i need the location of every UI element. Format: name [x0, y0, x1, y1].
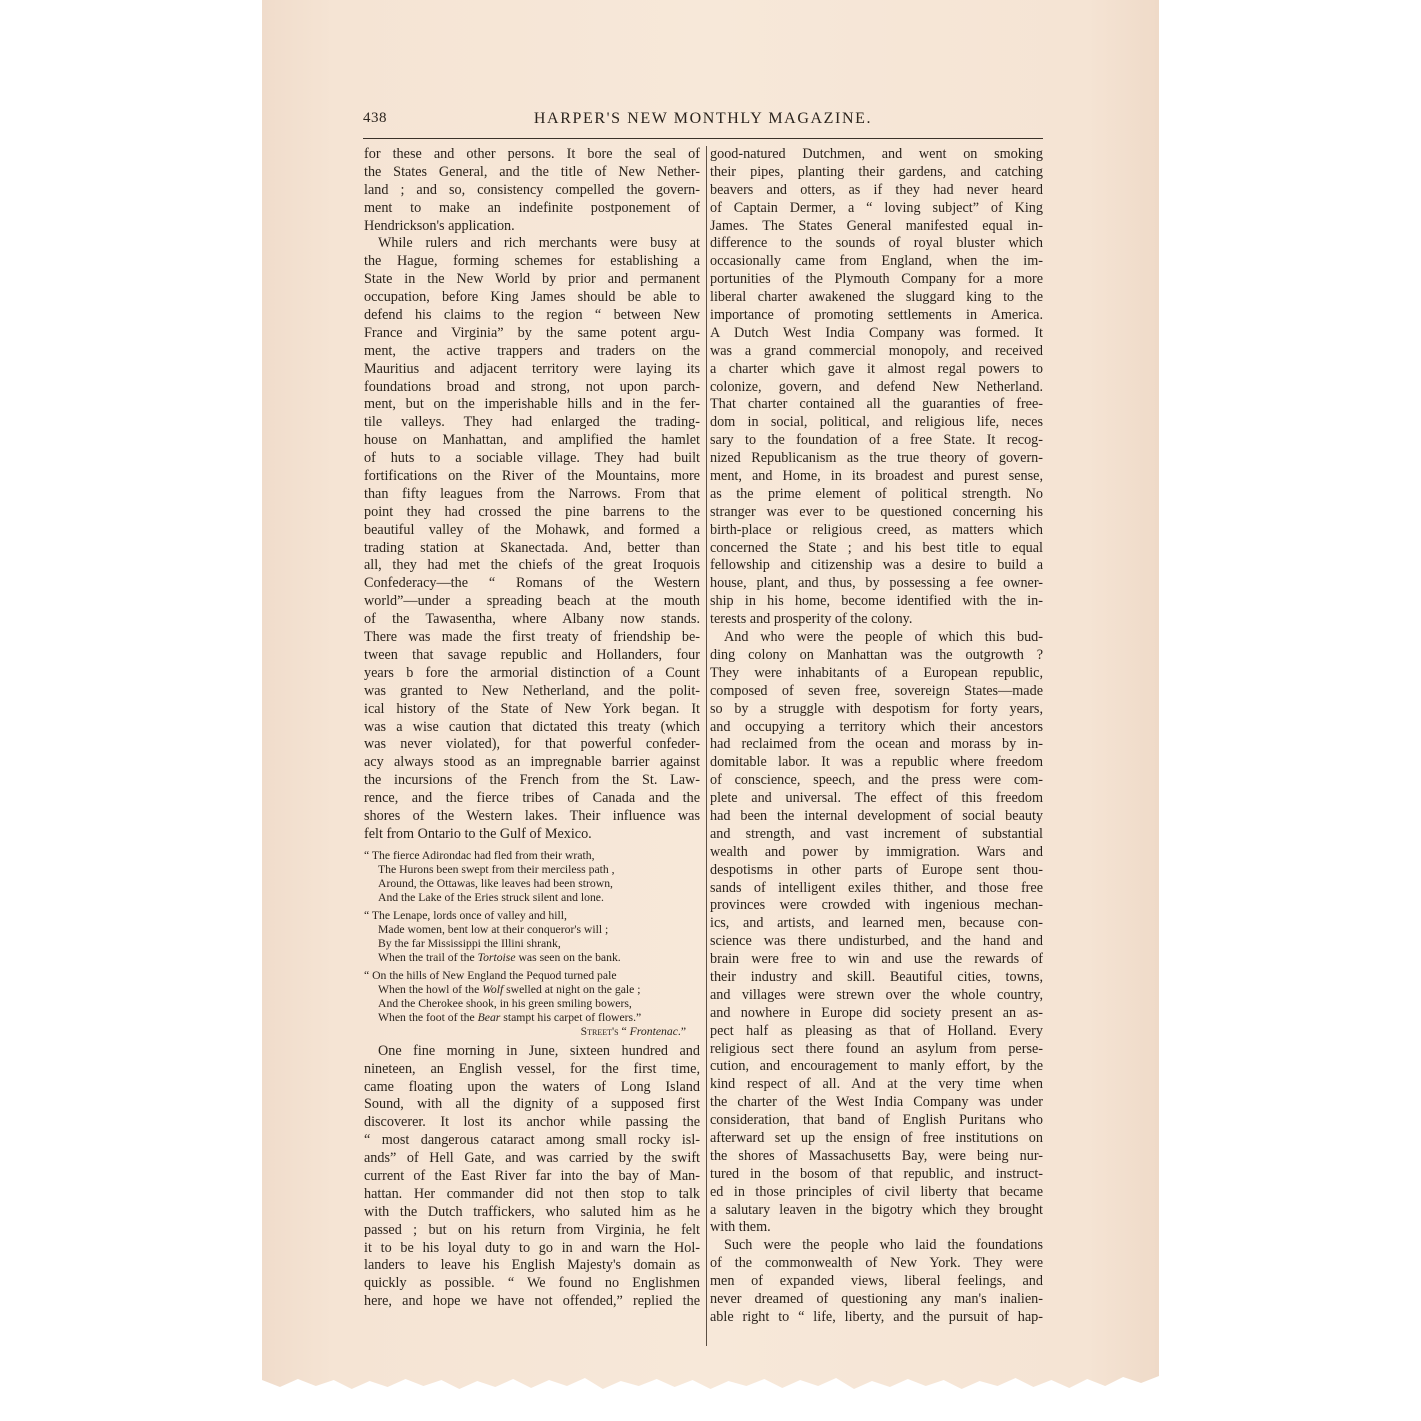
poem-italic-word: Wolf — [482, 982, 504, 996]
text-line: here, and hope we have not offended,” replied the — [364, 1293, 700, 1310]
text-line: the States General, and the title of New Nether- — [364, 163, 700, 180]
text-line: ment, but on the imperishable hills and in the fer- — [364, 396, 700, 413]
text-line: Sound, with all the dignity of a supposed first — [364, 1096, 700, 1113]
left-column — [364, 146, 700, 1311]
poem-line-part: When the foot of the — [378, 1010, 478, 1024]
poem-stanza-1 — [364, 849, 700, 905]
text-line: A Dutch West India Company was formed. It — [710, 324, 1043, 341]
text-line: shores of the Western lakes. Their influence was — [364, 807, 700, 824]
text-line: plete and universal. The effect of this freedom — [710, 790, 1043, 807]
poem-italic-word: Tortoise — [477, 950, 516, 964]
text-line: religious sect there found an asylum from perse- — [710, 1040, 1043, 1057]
text-line: liberal charter awakened the sluggard king to the — [710, 289, 1043, 306]
text-line: ands” of Hell Gate, and was carried by the swift — [364, 1150, 700, 1167]
text-line: the charter of the West India Company was under — [710, 1094, 1043, 1111]
text-line: ed in those principles of civil liberty that became — [710, 1183, 1043, 1200]
text-line: of huts to a sociable village. They had built — [364, 450, 700, 467]
text-line: domitable labor. It was a republic where freedom — [710, 754, 1043, 771]
text-line: world”—under a spreading beach at the mouth — [364, 593, 700, 610]
text-line: ding colony on Manhattan was the outgrowth ? — [710, 646, 1043, 663]
text-line: While rulers and rich merchants were busy at — [378, 235, 700, 252]
poem-line-part: was seen on the bank. — [515, 950, 621, 964]
text-line: importance of promoting settlements in America. — [710, 307, 1043, 324]
header-rule — [363, 138, 1043, 139]
right-column-text — [710, 146, 1043, 1327]
text-line: That charter contained all the guaranties of free- — [710, 396, 1043, 413]
text-line: James. The States General manifested equal in- — [710, 217, 1043, 234]
poem-stanza-2 — [364, 909, 700, 965]
poem-stanza-3 — [364, 969, 700, 1039]
poem-line-part: When the trail of the — [378, 950, 478, 964]
text-line: sary to the foundation of a free State. It recog- — [710, 432, 1043, 449]
text-line: dom in social, political, and religious life, neces — [710, 414, 1043, 431]
attribution-punct: .” — [677, 1024, 686, 1038]
poem-quotation — [364, 849, 700, 1039]
text-line: tween that savage republic and Hollanders, four — [364, 646, 700, 663]
poem-line: And the Lake of the Eries struck silent and lone. — [378, 890, 604, 904]
text-line: was never violated), for that powerful confeder- — [364, 736, 700, 753]
text-line: so by a struggle with despotism for forty years, — [710, 700, 1043, 717]
text-line: ship in his home, become identified with the in- — [710, 593, 1043, 610]
text-line: fortifications on the River of the Mountains, more — [364, 468, 700, 485]
text-line: beautiful valley of the Mohawk, and formed a — [364, 521, 700, 538]
text-line: and nowhere in Europe did society present an as- — [710, 1004, 1043, 1021]
text-line: One fine morning in June, sixteen hundred and — [378, 1042, 700, 1059]
poem-line — [364, 983, 700, 997]
text-line: tile valleys. They had enlarged the trading- — [364, 414, 700, 431]
text-line: of Captain Dermer, a “ loving subject” of King — [710, 199, 1043, 216]
text-line: it to be his loyal duty to go in and warn the Hol- — [364, 1239, 700, 1256]
text-line: discoverer. It lost its anchor while passing the — [364, 1114, 700, 1131]
poem-line: “ The Lenape, lords once of valley and hill, — [364, 908, 567, 922]
text-line: fellowship and citizenship was a desire to build a — [710, 557, 1043, 574]
attribution-title: Frontenac — [629, 1024, 678, 1038]
text-line: than fifty leagues from the Narrows. From that — [364, 485, 700, 502]
text-line: occupation, before King James should be able to — [364, 289, 700, 306]
text-line: terests and prosperity of the colony. — [710, 611, 913, 628]
text-line: ment to make an indefinite postponement of — [364, 199, 700, 216]
text-line: Hendrickson's application. — [364, 217, 515, 234]
left-column-text-after-poem — [364, 1043, 700, 1311]
text-line: provinces were crowded with ingenious mechan- — [710, 897, 1043, 914]
text-line: cution, and encouragement to manly effort, by the — [710, 1058, 1043, 1075]
text-line: There was made the first treaty of friendship be- — [364, 629, 700, 646]
text-line: and occupying a territory which their ancestors — [710, 718, 1043, 735]
text-line: nineteen, an English vessel, for the first time, — [364, 1060, 700, 1077]
text-line: felt from Ontario to the Gulf of Mexico. — [364, 825, 592, 842]
text-line: ics, and artists, and learned men, because con- — [710, 915, 1043, 932]
text-line: despotisms in other parts of Europe sent thou- — [710, 861, 1043, 878]
text-line: They were inhabitants of a European republic, — [710, 664, 1043, 681]
text-line: acy always stood as an impregnable barrier against — [364, 754, 700, 771]
page-header — [363, 110, 1043, 134]
poem-line: The Hurons been swept from their merciless path , — [378, 862, 615, 876]
text-line: point they had crossed the pine barrens to the — [364, 503, 700, 520]
text-line: ment, and Home, in its broadest and purest sense, — [710, 468, 1043, 485]
text-line: a charter which gave it almost regal powers to — [710, 360, 1043, 377]
text-line: had been the internal development of social beauty — [710, 807, 1043, 824]
poem-line-part: When the howl of the — [378, 982, 483, 996]
text-line: men of expanded views, liberal feelings, and — [710, 1273, 1043, 1290]
poem-line-part: stampt his carpet of flowers.” — [500, 1010, 642, 1024]
text-line: trading station at Skanectada. And, better than — [364, 539, 700, 556]
text-line: house on Manhattan, and amplified the hamlet — [364, 432, 700, 449]
page-number: 438 — [363, 110, 387, 126]
text-line: sands of intelligent exiles thither, and those free — [710, 879, 1043, 896]
text-line: was a wise caution that dictated this treaty (which — [364, 718, 700, 735]
text-line: of the Tawasentha, where Albany now stands. — [364, 611, 700, 628]
attribution-author: Street's — [580, 1024, 619, 1038]
text-line: Confederacy—the “ Romans of the Western — [364, 575, 700, 592]
text-line: ical history of the State of New York began. It — [364, 700, 700, 717]
text-line: all, they had met the chiefs of the great Iroquois — [364, 557, 700, 574]
poem-line-part: swelled at night on the gale ; — [503, 982, 641, 996]
text-line: quickly as possible. “ We found no Englishmen — [364, 1275, 700, 1292]
text-line: never dreamed of questioning any man's inalien- — [710, 1291, 1043, 1307]
text-line: of the commonwealth of New York. They were — [710, 1255, 1043, 1272]
poem-line: And the Cherokee shook, in his green smiling bowers, — [378, 996, 632, 1010]
text-line: brain were free to win and use the rewards of — [710, 951, 1043, 968]
text-line: with the Dutch traffickers, who saluted him as he — [364, 1203, 700, 1220]
text-line: stranger was ever to be questioned concerning his — [710, 503, 1043, 520]
poem-line: Made women, bent low at their conqueror's will ; — [378, 922, 609, 936]
poem-line: By the far Mississippi the Illini shrank, — [378, 936, 561, 950]
text-line: and villages were strewn over the whole country, — [710, 986, 1043, 1003]
left-column-text-before-poem — [364, 146, 700, 844]
text-line: portunities of the Plymouth Company for a more — [710, 271, 1043, 288]
text-line: was a grand commercial monopoly, and received — [710, 342, 1043, 359]
text-line: consideration, that band of English Puritans who — [710, 1112, 1043, 1129]
text-line: was granted to New Netherland, and the polit- — [364, 682, 700, 699]
poem-line: Around, the Ottawas, like leaves had been strown, — [378, 876, 613, 890]
text-line: a salutary leaven in the bigotry which they brought — [710, 1201, 1043, 1218]
text-line: had reclaimed from the ocean and morass by in- — [710, 736, 1043, 753]
text-line: of conscience, speech, and the press were com- — [710, 772, 1043, 789]
text-line: the incursions of the French from the St. Law- — [364, 772, 700, 789]
text-line: defend his claims to the region “ between New — [364, 307, 700, 324]
text-line: with them. — [710, 1219, 771, 1236]
text-line: the Hague, forming schemes for establishing a — [364, 253, 700, 270]
poem-line: “ On the hills of New England the Pequod turned pale — [364, 968, 617, 982]
text-line: difference to the sounds of royal bluster which — [710, 235, 1043, 252]
text-line: current of the East River far into the bay of Man- — [364, 1167, 700, 1184]
poem-line — [364, 1011, 700, 1025]
poem-attribution — [364, 1025, 700, 1039]
text-line: composed of seven free, sovereign States—made — [710, 682, 1043, 699]
poem-line: “ The fierce Adirondac had fled from their wrath, — [364, 848, 595, 862]
text-line: landers to leave his English Majesty's domain as — [364, 1257, 700, 1274]
text-line: pect half as pleasing as that of Holland. Every — [710, 1022, 1043, 1039]
text-line: for these and other persons. It bore the seal of — [364, 146, 700, 162]
text-line: hattan. Her commander did not then stop to talk — [364, 1185, 700, 1202]
text-line: kind respect of all. And at the very time when — [710, 1076, 1043, 1093]
text-line: tured in the bosom of that republic, and instruct- — [710, 1165, 1043, 1182]
poem-italic-word: Bear — [477, 1010, 501, 1024]
text-line: good-natured Dutchmen, and went on smoking — [710, 146, 1043, 162]
text-line: land ; and so, consistency compelled the govern- — [364, 181, 700, 198]
text-line: concerned the State ; and his best title to equal — [710, 539, 1043, 556]
text-line: their pipes, planting their gardens, and catching — [710, 163, 1043, 180]
text-line: passed ; but on his return from Virginia, he felt — [364, 1221, 700, 1238]
text-line: ment, the active trappers and traders on the — [364, 342, 700, 359]
text-line: nized Republicanism as the true theory of govern- — [710, 450, 1043, 467]
text-line: beavers and otters, as if they had never heard — [710, 181, 1043, 198]
text-line: the shores of Massachusetts Bay, were being nur- — [710, 1147, 1043, 1164]
text-line: birth-place or religious creed, as matters which — [710, 521, 1043, 538]
text-line: science was there undisturbed, and the hand and — [710, 933, 1043, 950]
text-line: Mauritius and adjacent territory were laying its — [364, 360, 700, 377]
column-rule — [706, 146, 707, 1346]
text-line: their industry and skill. Beautiful cities, towns, — [710, 968, 1043, 985]
text-line: foundations broad and strong, not upon parch- — [364, 378, 700, 395]
text-line: came floating upon the waters of Long Island — [364, 1078, 700, 1095]
text-line: colonize, govern, and defend New Netherland. — [710, 378, 1043, 395]
text-line: occasionally came from England, when the im- — [710, 253, 1043, 270]
text-line: rence, and the fierce tribes of Canada and the — [364, 790, 700, 807]
text-line: France and Virginia” by the same potent argu- — [364, 324, 700, 341]
text-line: Such were the people who laid the foundations — [724, 1237, 1043, 1254]
text-line: wealth and power by immigration. Wars and — [710, 843, 1043, 860]
attribution-punct: “ — [618, 1024, 630, 1038]
text-line: State in the New World by prior and permanent — [364, 271, 700, 288]
poem-line — [364, 951, 700, 965]
text-line: house, plant, and thus, by possessing a fee owner- — [710, 575, 1043, 592]
text-line: able right to “ life, liberty, and the pursuit of hap- — [710, 1308, 1043, 1325]
text-line: years b fore the armorial distinction of a Count — [364, 664, 700, 681]
text-line: and strength, and vast increment of substantial — [710, 825, 1043, 842]
text-line: And who were the people of which this bud- — [724, 629, 1043, 646]
running-head: HARPER'S NEW MONTHLY MAGAZINE. — [533, 110, 873, 127]
text-line: as the prime element of political strength. No — [710, 485, 1043, 502]
right-column — [710, 146, 1043, 1327]
text-line: “ most dangerous cataract among small rocky isl- — [364, 1132, 700, 1149]
text-line: afterward set up the ensign of free institutions on — [710, 1129, 1043, 1146]
